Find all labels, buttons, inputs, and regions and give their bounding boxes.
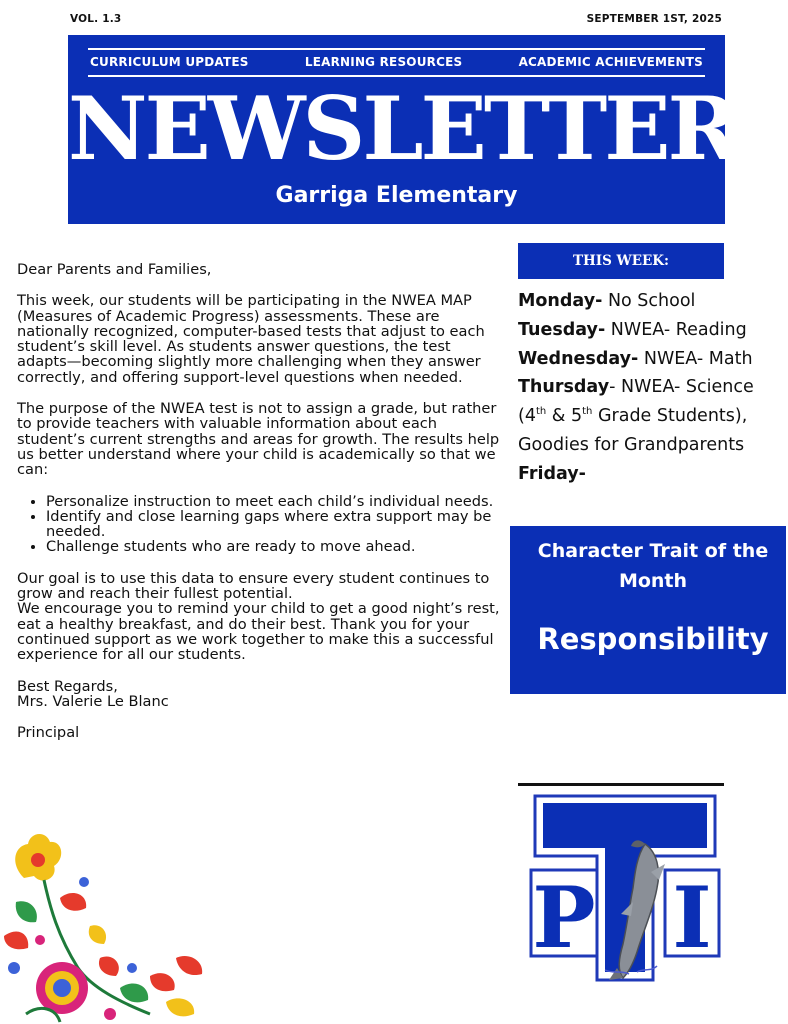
letter-paragraph-1: This week, our students will be participating in the NWEA MAP (Measures of Academic Progress) assessments. These are nationally recognized, computer-based tests that adjust to each student’s skill level. As students answer questions, the test adapts—becoming slightly more challenging when they answer correctly, and offering support-level questions when needed. <box>17 292 485 386</box>
letter-paragraph-2: The purpose of the NWEA test is not to assign a grade, but rather to provide teachers with valuable information about each student’s current strengths and areas for growth. The results help us better understand where your child is academically so that we can: <box>17 400 500 479</box>
schedule-friday <box>518 460 788 489</box>
newsletter-title: NEWSLETTER <box>68 77 737 180</box>
schedule-thursday-detail-2: Goodies for Grandparents <box>518 434 745 455</box>
school-logo <box>525 792 725 982</box>
day-label: Monday- <box>518 291 603 311</box>
letter-paragraph-3: Our goal is to use this data to ensure every student continues to grow and reach their fullest potential. <box>17 569 490 603</box>
character-trait-value: Responsibility <box>537 622 769 656</box>
logo-letter-p: P <box>532 868 596 967</box>
day-event: - NWEA- Science <box>609 377 754 398</box>
list-item: • Identify and close learning gaps where extra support may be needed. <box>46 509 505 540</box>
schedule-thursday-detail: (4th & 5th Grade Students), <box>518 406 748 427</box>
this-week-schedule <box>518 287 788 489</box>
character-trait-box <box>510 526 786 694</box>
nav-curriculum-updates: CURRICULUM UPDATES <box>90 55 249 69</box>
volume-label: VOL. 1.3 <box>70 13 122 25</box>
school-name: Garriga Elementary <box>275 183 518 208</box>
day-label: Tuesday- <box>518 319 606 340</box>
this-week-heading: THIS WEEK: <box>518 243 724 279</box>
letter-signer-role: Principal <box>17 724 80 742</box>
masthead <box>68 35 737 224</box>
day-label: Thursday <box>518 377 610 398</box>
nav-academic-achievements: ACADEMIC ACHIEVEMENTS <box>518 55 703 69</box>
day-event: No School <box>602 291 696 311</box>
schedule-wednesday <box>518 345 788 374</box>
schedule-monday <box>518 287 788 316</box>
nav-learning-resources: LEARNING RESOURCES <box>304 55 463 69</box>
issue-date: SEPTEMBER 1ST, 2025 <box>586 13 722 25</box>
day-event: NWEA- Math <box>638 348 753 369</box>
day-event: NWEA- Reading <box>605 319 747 340</box>
list-item: • Personalize instruction to meet each child’s individual needs. <box>46 494 505 509</box>
goals-list <box>46 494 505 555</box>
day-label: Friday- <box>518 463 586 484</box>
principal-letter <box>17 262 505 756</box>
schedule-tuesday <box>518 316 788 345</box>
list-item: • Challenge students who are ready to move ahead. <box>46 539 505 554</box>
letter-greeting: Dear Parents and Families, <box>17 261 212 278</box>
letter-closing: Best Regards, <box>17 677 118 695</box>
floral-decoration <box>0 818 212 1024</box>
flower-icon <box>15 834 61 881</box>
flower-icon <box>36 962 88 1014</box>
masthead-nav <box>90 55 703 69</box>
day-label: Wednesday- <box>518 348 639 369</box>
letter-paragraph-4: We encourage you to remind your child to get a good night’s rest, eat a healthy breakfast, and do their best. Thank you for your continued support as we work together to make this a successful experience for all our students. <box>17 600 500 664</box>
schedule-thursday <box>518 373 788 402</box>
masthead-rule-top <box>88 48 705 50</box>
logo-letter-i: I <box>672 868 712 967</box>
letter-signer: Mrs. Valerie Le Blanc <box>17 692 169 710</box>
divider <box>518 783 724 786</box>
character-trait-label: Character Trait of the Month <box>537 540 769 592</box>
